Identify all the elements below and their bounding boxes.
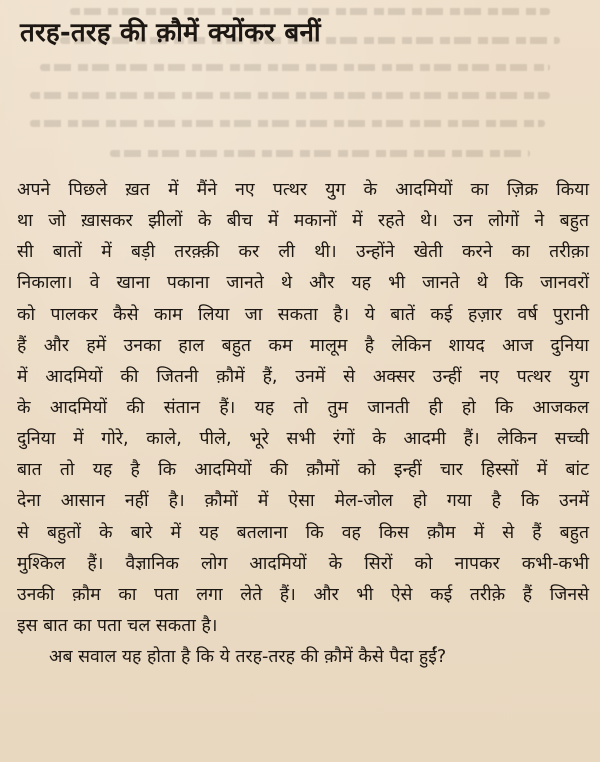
text-line: को पालकर कैसे काम लिया जा सकता है। ये बातें कई हज़ार वर्ष पुरानी	[17, 304, 589, 325]
text-line: था जो ख़ासकर झीलों के बीच में मकानों में रहते थे। उन लोगों ने बहुत	[17, 211, 589, 232]
body-text	[17, 175, 589, 673]
text-line: बात तो यह है कि आदमियों की क़ौमों को इन्हीं चार हिस्सों में बांट	[17, 460, 589, 481]
text-line: सी बातों में बड़ी तरक़्क़ी कर ली थी। उन्होंने खेती करने का तरीक़ा	[17, 242, 589, 263]
chapter-title: तरह-तरह की क़ौमें क्योंकर बनीं	[20, 18, 321, 48]
text-line: मुश्किल हैं। वैज्ञानिक लोग आदमियों के सिरों को नापकर कभी-कभी	[17, 553, 589, 574]
text-line: में आदमियों की जितनी क़ौमें हैं, उनमें से अक्सर उन्हीं नए पत्थर युग	[17, 366, 589, 387]
text-line: इस बात का पता चल सकता है।	[17, 615, 218, 636]
text-line: निकाला। वे खाना पकाना जानते थे और यह भी जानते थे कि जानवरों	[17, 273, 589, 294]
text-line: देना आसान नहीं है। क़ौमों में ऐसा मेल-जोल हो गया है कि उनमें	[17, 491, 589, 512]
text-line: हैं और हमें उनका हाल बहुत कम मालूम है लेकिन शायद आज दुनिया	[17, 335, 589, 356]
text-line: दुनिया में गोरे, काले, पीले, भूरे सभी रंगों के आदमी हैं। लेकिन सच्ची	[17, 429, 589, 450]
text-line: उनकी क़ौम का पता लगा लेते हैं। और भी ऐसे कई तरीक़े हैं जिनसे	[17, 584, 589, 605]
text-line: अपने पिछले ख़त में मैंने नए पत्थर युग के आदमियों का ज़िक्र किया	[17, 180, 589, 200]
text-line: से बहुतों के बारे में यह बतलाना कि वह किस क़ौम में से हैं बहुत	[17, 522, 589, 543]
text-line: के आदमियों की संतान हैं। यह तो तुम जानती ही हो कि आजकल	[17, 397, 589, 418]
text-line: अब सवाल यह होता है कि ये तरह-तरह की क़ौमें कैसे पैदा हुईं?	[49, 647, 447, 668]
